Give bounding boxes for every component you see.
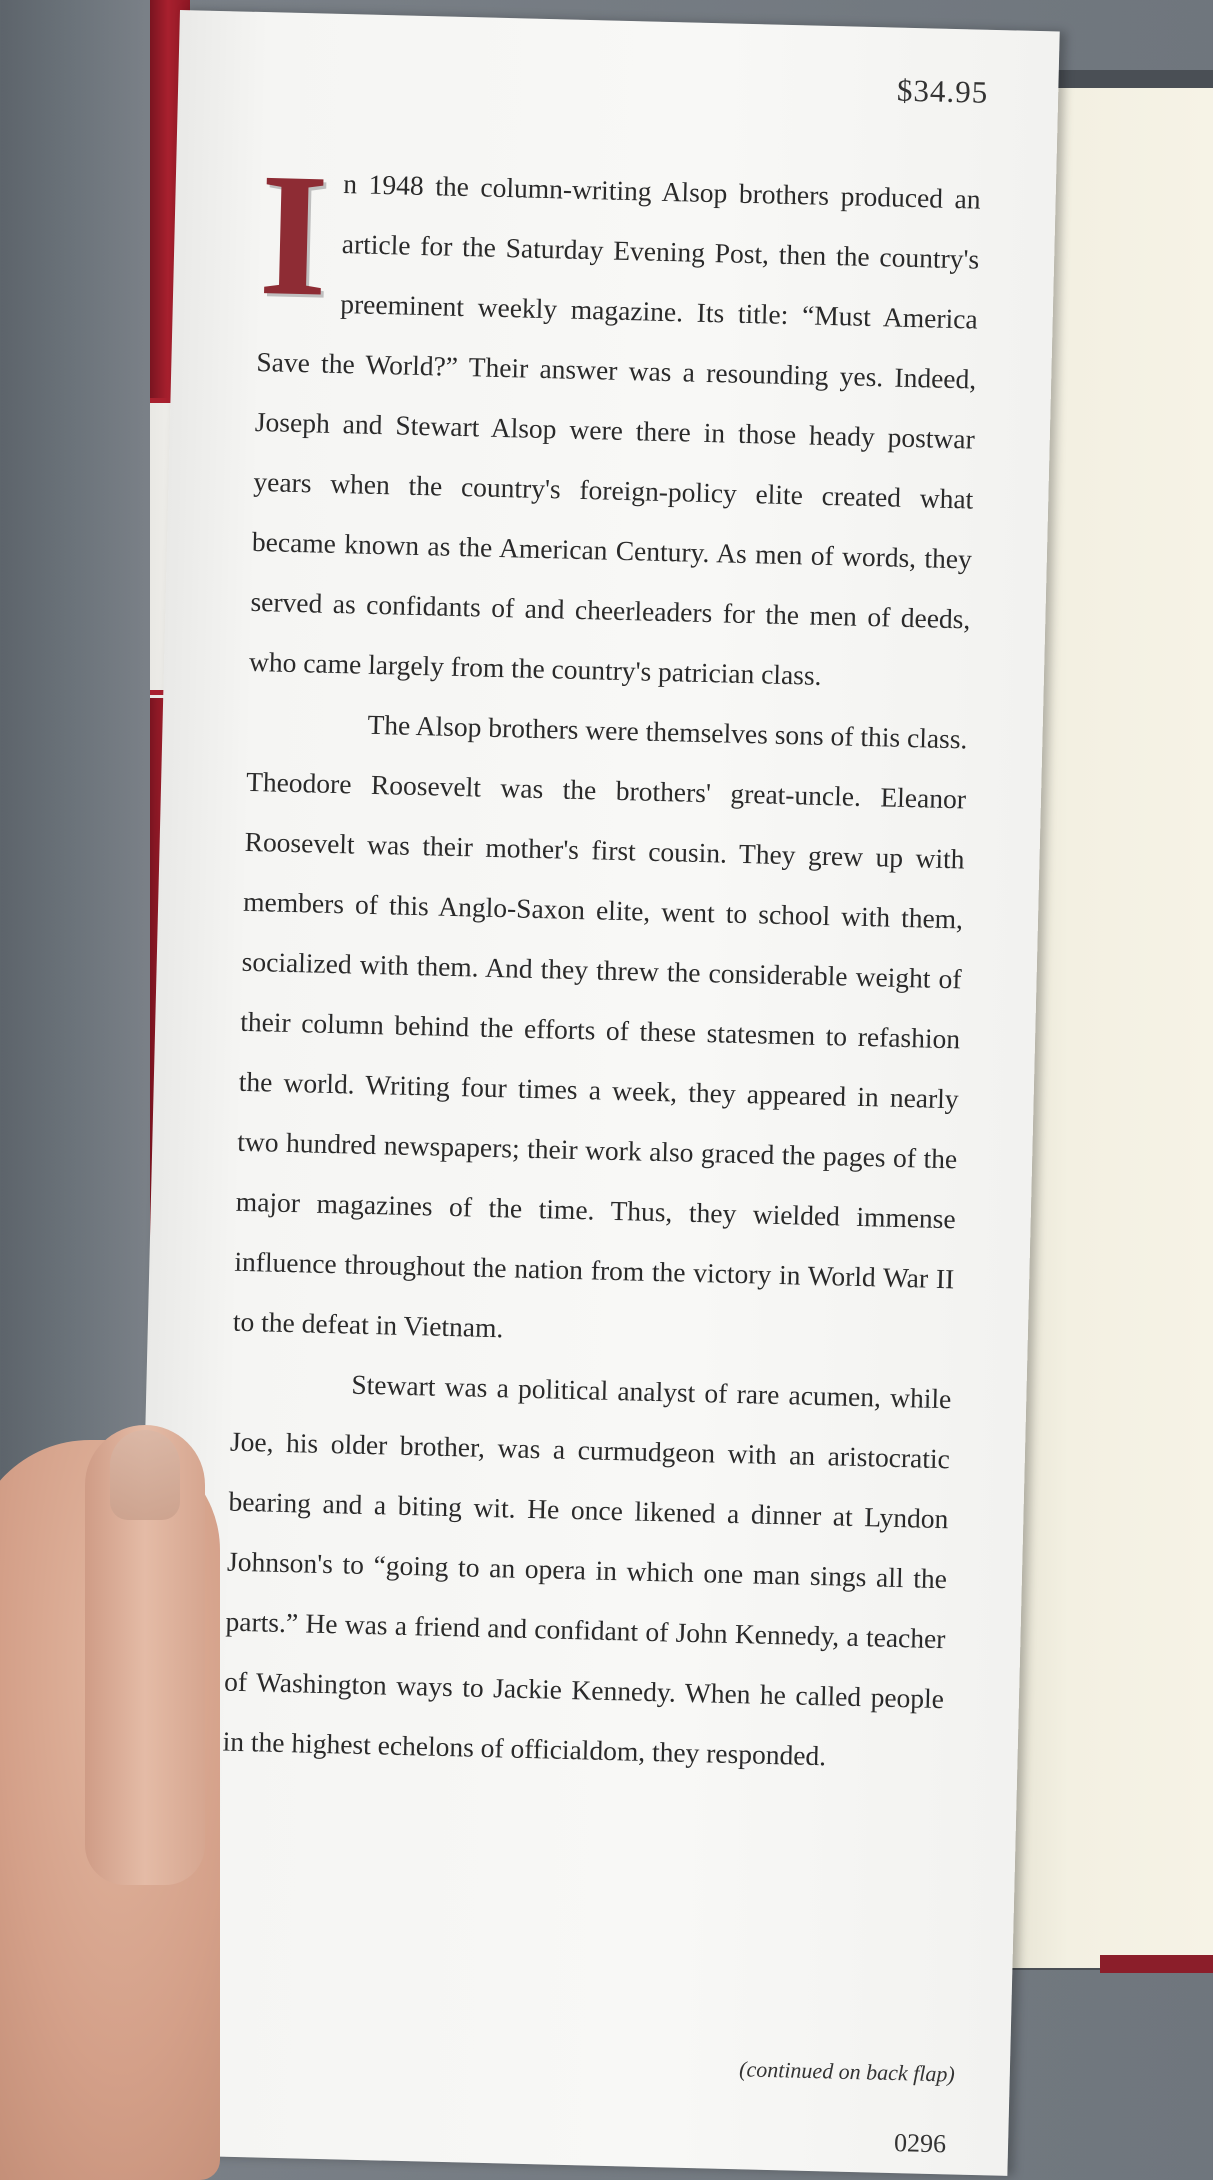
paragraph-1 — [248, 137, 981, 709]
paragraph-2: The Alsop brothers were themselves sons of this class. Theodore Roosevelt was the brothers' great-uncle. Eleanor Roosevelt was their mother's first cousin. They grew up with members of this Anglo-Saxon elite, went to school with them, socialized with them. And they threw the considerable weight of their column behind the efforts of these statesmen to refashion the world. Writing four times a week, they appeared in nearly two hundred newspapers; their work also graced the pages of the major magazines of the time. Thus, they wielded immense influence throughout the nation from the victory in World War II to the defeat in Vietnam. — [232, 708, 968, 1344]
drop-cap: I — [257, 137, 331, 334]
paragraph-3: Stewart was a political analyst of rare acumen, while Joe, his older brother, was a curmudgeon with an aristocratic bearing and a biting wit. He once likened a dinner at Lyndon Johnson's to “going to an opera in which one man sings all the parts.” He was a friend and confidant of John Kennedy, a teacher of Washington ways to Jackie Kennedy. When he called people in the highest echelons of officialdom, they responded. — [222, 1368, 952, 1772]
continued-note: (continued on back flap) — [738, 2056, 956, 2087]
flap-copy — [222, 137, 981, 1789]
price: $34.95 — [896, 72, 989, 110]
catalog-code: 0296 — [893, 2128, 947, 2159]
paragraph-1-text: n 1948 the column-writing Alsop brothers produced an article for the Saturday Evening Post, then the country's preeminent weekly magazine. Its title: “Must America Save the World?” Their answer was a resounding yes. Indeed, Joseph and Stewart Alsop were there in those heady postwar years when the country's foreign-policy elite created what became known as the American Century. As men of words, they served as confidants of and cheerleaders for the men of deeds, who came largely from the country's patrician class. — [248, 168, 981, 691]
book-spine-red-edge — [1100, 1955, 1213, 1973]
thumbnail — [110, 1430, 180, 1520]
jacket-flap — [128, 10, 1060, 2176]
